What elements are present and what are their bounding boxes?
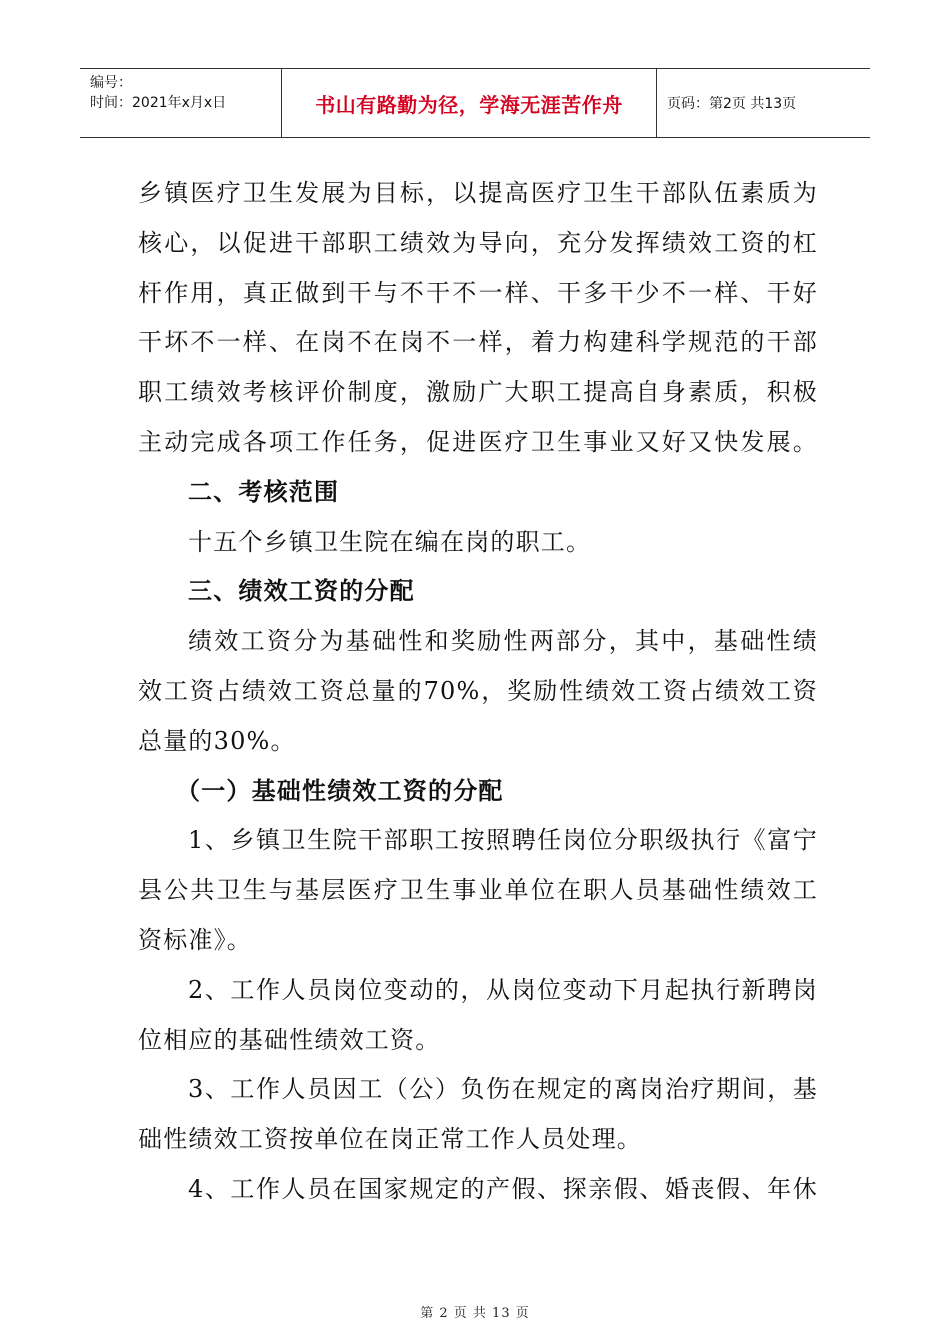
body-line: 位相应的基础性绩效工资。 — [138, 1025, 441, 1054]
body-line: 主动完成各项工作任务，促进医疗卫生事业又好又快发展。 — [138, 427, 818, 456]
body-line: 职工绩效考核评价制度，激励广大职工提高自身素质，积极 — [138, 378, 818, 407]
body-line: 1、乡镇卫生院干部职工按照聘任岗位分职级执行《富宁 — [188, 826, 818, 855]
document-body — [138, 169, 818, 1215]
body-line: 县公共卫生与基层医疗卫生事业单位在职人员基础性绩效工 — [138, 876, 818, 905]
body-line: 绩效工资分为基础性和奖励性两部分，其中，基础性绩 — [188, 627, 818, 656]
body-line: 干坏不一样、在岗不在岗不一样，着力构建科学规范的干部 — [138, 328, 818, 357]
page-footer: 第 2 页 共 13 页 — [420, 1306, 530, 1321]
body-line: 资标准》。 — [138, 925, 252, 954]
page-header — [80, 68, 870, 138]
header-meta — [80, 69, 282, 137]
body-line: 乡镇医疗卫生发展为目标，以提高医疗卫生干部队伍素质为 — [138, 179, 818, 207]
body-line: 核心，以促进干部职工绩效为导向，充分发挥绩效工资的杠 — [138, 228, 818, 257]
section-heading: 三、绩效工资的分配 — [188, 577, 415, 606]
body-line: 础性绩效工资按单位在岗正常工作人员处理。 — [138, 1125, 642, 1154]
body-line: 杆作用，真正做到干与不干不一样、干多干少不一样、干好 — [138, 278, 818, 307]
body-line: 3、工作人员因工（公）负伤在规定的离岗治疗期间，基 — [188, 1075, 818, 1104]
subsection-heading: （一）基础性绩效工资的分配 — [176, 776, 504, 805]
body-line: 效工资占绩效工资总量的70%，奖励性绩效工资占绩效工资 — [138, 676, 818, 705]
section-heading: 二、考核范围 — [188, 477, 340, 506]
document-number-label: 编号： — [90, 75, 132, 91]
body-line: 2、工作人员岗位变动的，从岗位变动下月起执行新聘岗 — [188, 975, 818, 1004]
header-motto: 书山有路勤为径，学海无涯苦作舟 — [282, 69, 657, 137]
body-line: 总量的30%。 — [138, 726, 296, 755]
body-line: 4、工作人员在国家规定的产假、探亲假、婚丧假、年休 — [188, 1174, 818, 1203]
document-date-label: 时间：2021年x月x日 — [90, 95, 227, 111]
body-line: 十五个乡镇卫生院在编在岗的职工。 — [188, 527, 592, 556]
header-page-info: 页码：第2页 共13页 — [667, 96, 797, 112]
